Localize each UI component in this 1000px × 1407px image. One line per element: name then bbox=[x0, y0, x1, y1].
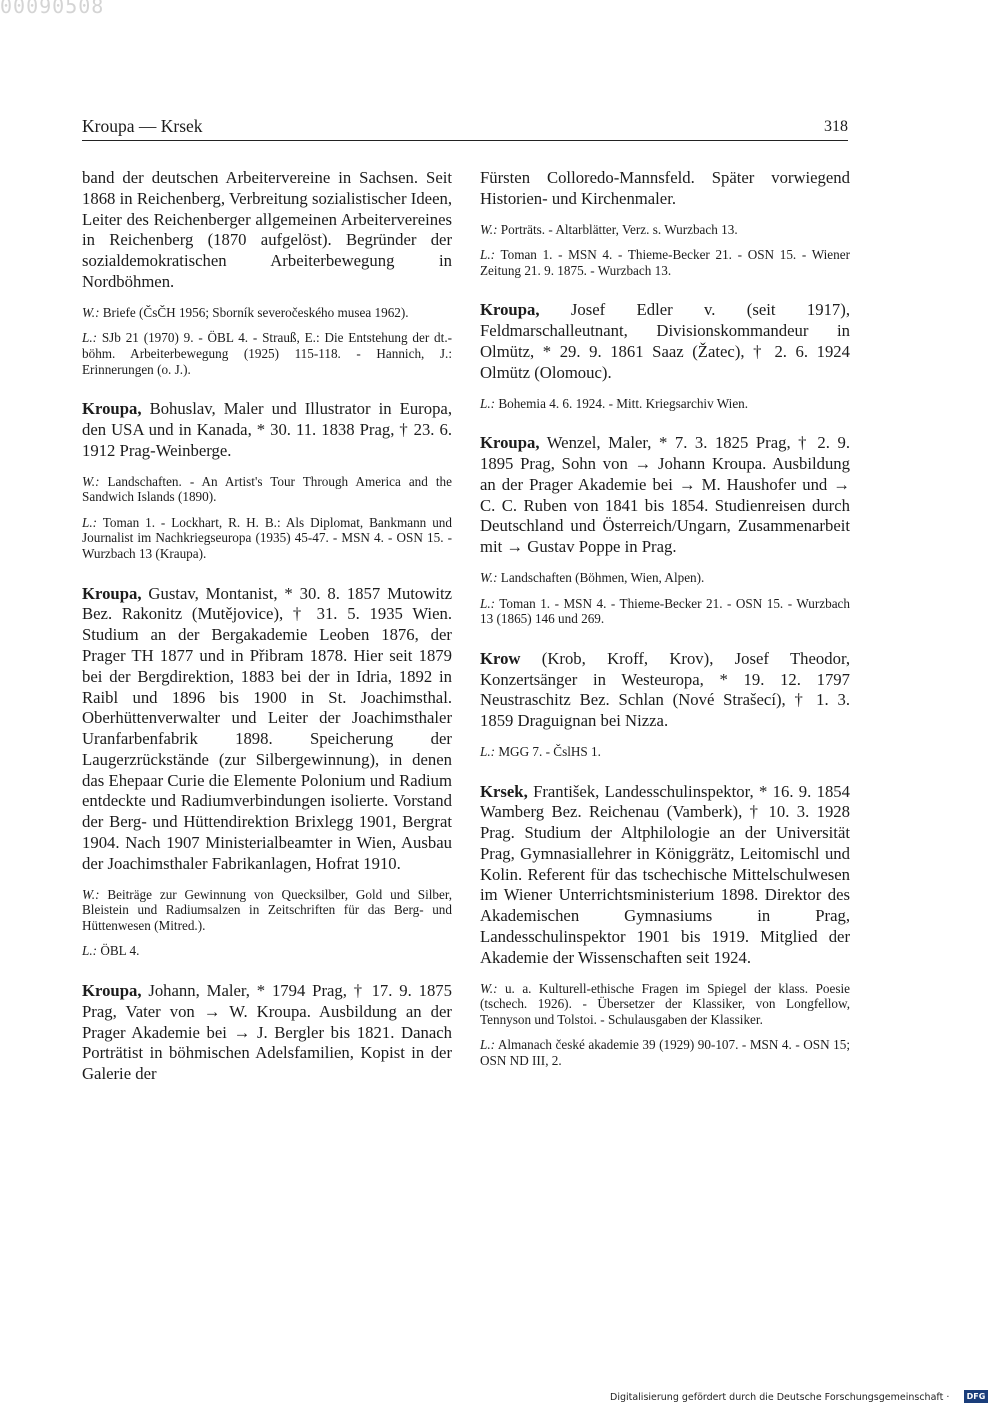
entry-reference bbox=[480, 222, 850, 238]
entry-headword: Kroupa, bbox=[82, 583, 142, 603]
entry-text: (Krob, Kroff, Krov), Josef Theodor, Konzertsänger in Westeuropa, * 19. 12. 1797 Neustraschitz Bez. Schlan (Nové Strašecí), † 1. 3. 1859 Draguignan bei Nizza. bbox=[480, 648, 851, 731]
reference-label: W.: bbox=[82, 304, 100, 320]
reference-label: L.: bbox=[82, 330, 98, 346]
entry-text: ÖBL 4. bbox=[100, 943, 140, 959]
reference-label: L.: bbox=[480, 595, 496, 611]
entry-reference bbox=[82, 474, 452, 505]
reference-label: W.: bbox=[82, 886, 100, 902]
entry-text: Landschaften. - An Artist's Tour Through America and the Sandwich Islands (1890). bbox=[82, 473, 452, 505]
right-column bbox=[480, 168, 850, 1069]
entry-text: Johann, Maler, * 1794 Prag, † 17. 9. 1875 Prag, Vater von → W. Kroupa. Ausbildung an der Prager Akademie bei → J. Bergler bis 1821. Danach Porträtist in böhmischen Adelsfamilien, Kopist in der Galerie der bbox=[82, 981, 452, 1084]
entry-text: Josef Edler v. (seit 1917), Feldmarschalleutnant, Divisionskommandeur in Olmütz, * 29. 9. 1861 Saaz (Žatec), † 2. 6. 1924 Olmütz (Olomouc). bbox=[480, 300, 850, 382]
entry-text: band der deutschen Arbeitervereine in Sachsen. Seit 1868 in Reichenberg, Verbreitung sozialistischer Ideen, Leiter des Reichenberger allgemeinen Arbeitervereines in Reichenberg (1870 aufgelöst). Begründer der sozialdemokratischen Arbeiterbewegung in Nordböhmen. bbox=[82, 168, 452, 291]
dfg-logo: DFG bbox=[964, 1390, 988, 1403]
entry-text: Briefe (ČsČH 1956; Sborník severočeského musea 1962). bbox=[102, 304, 409, 320]
entry-text: Beiträge zur Gewinnung von Quecksilber, Gold und Silber, Bleistein und Radiumsalzen in Zeitschriften für das Berg- und Hüttenwesen (Mitred.). bbox=[82, 886, 453, 933]
entry-text: František, Landesschulinspektor, * 16. 9. 1854 Wamberg Bez. Reichenau (Vamberk), † 10. 3. 1928 Prag. Studium der Altphilologie an der Universität Prag, Gymnasiallehrer in Königgrätz, Leitomischl und Kolin. Referent für das tschechische Mittelschulwesen im Wiener Unterrichtsministerium 1898. Direktor des Akademischen Gymnasiums in Prag, Landesschulinspektor 1901 bis 1919. Mitglied der Akademie der Wissenschaften seit 1924. bbox=[480, 781, 850, 967]
reference-label: L.: bbox=[480, 743, 496, 759]
left-column bbox=[82, 168, 452, 1085]
entry-paragraph bbox=[480, 649, 850, 732]
reference-label: L.: bbox=[82, 514, 98, 530]
page-number: 318 bbox=[824, 118, 848, 135]
entry-reference bbox=[82, 330, 452, 377]
entry-text: Toman 1. - Lockhart, R. H. B.: Als Diplomat, Bankmann und Journalist im Nachkriegseuropa (1935) 45-47. - MSN 4. - OSN 15. - Wurzbach 13 (Kraupa). bbox=[82, 514, 452, 561]
running-head-title: Kroupa — Krsek bbox=[82, 116, 203, 136]
entry-paragraph bbox=[82, 981, 452, 1085]
entry-text: u. a. Kulturell-ethische Fragen im Spiegel der klass. Poesie (tschech. 1926). - Übersetzer der Klassiker, von Longfellow, Tennyson und Tolstoi. - Schulausgaben der Klassiker. bbox=[480, 980, 851, 1027]
entry-text: Bohuslav, Maler und Illustrator in Europa, den USA und in Kanada, * 30. 11. 1838 Prag, † 23. 6. 1912 Prag-Weinberge. bbox=[82, 399, 453, 460]
entry-reference bbox=[480, 396, 850, 412]
reference-label: L.: bbox=[82, 943, 98, 959]
reference-label: W.: bbox=[82, 473, 100, 489]
entry-text: Fürsten Colloredo-Mannsfeld. Später vorwiegend Historien- und Kirchenmaler. bbox=[480, 168, 850, 208]
entry-headword: Kroupa, bbox=[480, 433, 540, 453]
running-head bbox=[82, 116, 848, 141]
entry-text: Toman 1. - MSN 4. - Thieme-Becker 21. - OSN 15. - Wurzbach 13 (1865) 146 und 269. bbox=[480, 595, 850, 627]
entry-text: Almanach české akademie 39 (1929) 90-107. - MSN 4. - OSN 15; OSN ND III, 2. bbox=[480, 1037, 850, 1069]
entry-reference bbox=[82, 305, 452, 321]
reference-label: L.: bbox=[480, 247, 496, 263]
entry-reference bbox=[82, 887, 452, 934]
entry-reference bbox=[480, 744, 850, 760]
entry-paragraph bbox=[480, 433, 850, 558]
entry-text: Wenzel, Maler, * 7. 3. 1825 Prag, † 2. 9. 1895 Prag, Sohn von → Johann Kroupa. Ausbildung an der Prager Akademie bei → M. Haushofer und → C. C. Ruben von 1841 bis 1854. Studienreisen durch Deutschland und Österreich/Ungarn, Zusammenarbeit mit → Gustav Poppe in Prag. bbox=[480, 433, 850, 557]
entry-paragraph bbox=[480, 300, 850, 383]
entry-paragraph bbox=[82, 584, 452, 875]
reference-label: L.: bbox=[480, 395, 496, 411]
entry-reference bbox=[82, 943, 452, 959]
entry-reference bbox=[480, 570, 850, 586]
entry-paragraph bbox=[480, 782, 850, 969]
reference-label: W.: bbox=[480, 980, 498, 996]
entry-text: Landschaften (Böhmen, Wien, Alpen). bbox=[500, 569, 705, 585]
entry-text: Gustav, Montanist, * 30. 8. 1857 Mutowitz Bez. Rakonitz (Mutějovice), † 31. 5. 1935 Wien. Studium an der Bergakademie Leoben 1876, der Prager TH 1877 und in Přibram 1878. Hier seit 1879 bei der Bergdirektion, 1883 bei der in Idria, 1892 in Raibl und 1896 bis 1900 in St. Joachimsthal. Oberhüttenverwalter und Leiter der Joachimsthaler Uranfarbenfabrik 1898. Speicherung der Laugerzrückstände (zur Silbergewinnung), in denen das Ehepaar Curie die Elemente Polonium und Radium entdeckte und Radiumverbindungen isolierte. Vorstand der Berg- und Hüttendirektion Brixlegg 1901, Bergrat 1904. Nach 1907 Ministerialbeamter in Wien, Ausbau der Joachimsthaler Fabrikanlagen, Hofrat 1910. bbox=[82, 583, 453, 873]
entry-text: Toman 1. - MSN 4. - Thieme-Becker 21. - OSN 15. - Wiener Zeitung 21. 9. 1875. - Wurzbach 13. bbox=[480, 247, 850, 278]
entry-reference bbox=[480, 247, 850, 278]
entry-reference bbox=[82, 515, 452, 562]
entry-headword: Kroupa, bbox=[82, 399, 142, 419]
entry-headword: Krsek, bbox=[480, 781, 528, 801]
reference-label: W.: bbox=[480, 221, 498, 237]
footer-note: Digitalisierung gefördert durch die Deutsche Forschungsgemeinschaft · bbox=[610, 1392, 950, 1403]
entry-headword: Kroupa, bbox=[82, 981, 142, 1001]
entry-reference bbox=[480, 596, 850, 627]
page-id-stamp: 00090508 bbox=[0, 0, 105, 18]
entry-reference bbox=[480, 1037, 850, 1068]
entry-text: MGG 7. - ČslHS 1. bbox=[498, 743, 601, 759]
entry-paragraph bbox=[480, 168, 850, 210]
entry-headword: Krow bbox=[480, 648, 521, 668]
entry-paragraph bbox=[82, 168, 452, 293]
reference-label: L.: bbox=[480, 1037, 496, 1053]
entry-text: Bohemia 4. 6. 1924. - Mitt. Kriegsarchiv Wien. bbox=[498, 395, 749, 411]
reference-label: W.: bbox=[480, 569, 498, 585]
entry-paragraph bbox=[82, 399, 452, 461]
entry-reference bbox=[480, 981, 850, 1028]
entry-text: Porträts. - Altarblätter, Verz. s. Wurzbach 13. bbox=[500, 221, 738, 237]
entry-text: SJb 21 (1970) 9. - ÖBL 4. - Strauß, E.: Die Entstehung der dt.-böhm. Arbeiterbewegung (1925) 115-118. - Hannich, J.: Erinnerungen (o. J.). bbox=[82, 330, 453, 377]
entry-headword: Kroupa, bbox=[480, 300, 540, 320]
